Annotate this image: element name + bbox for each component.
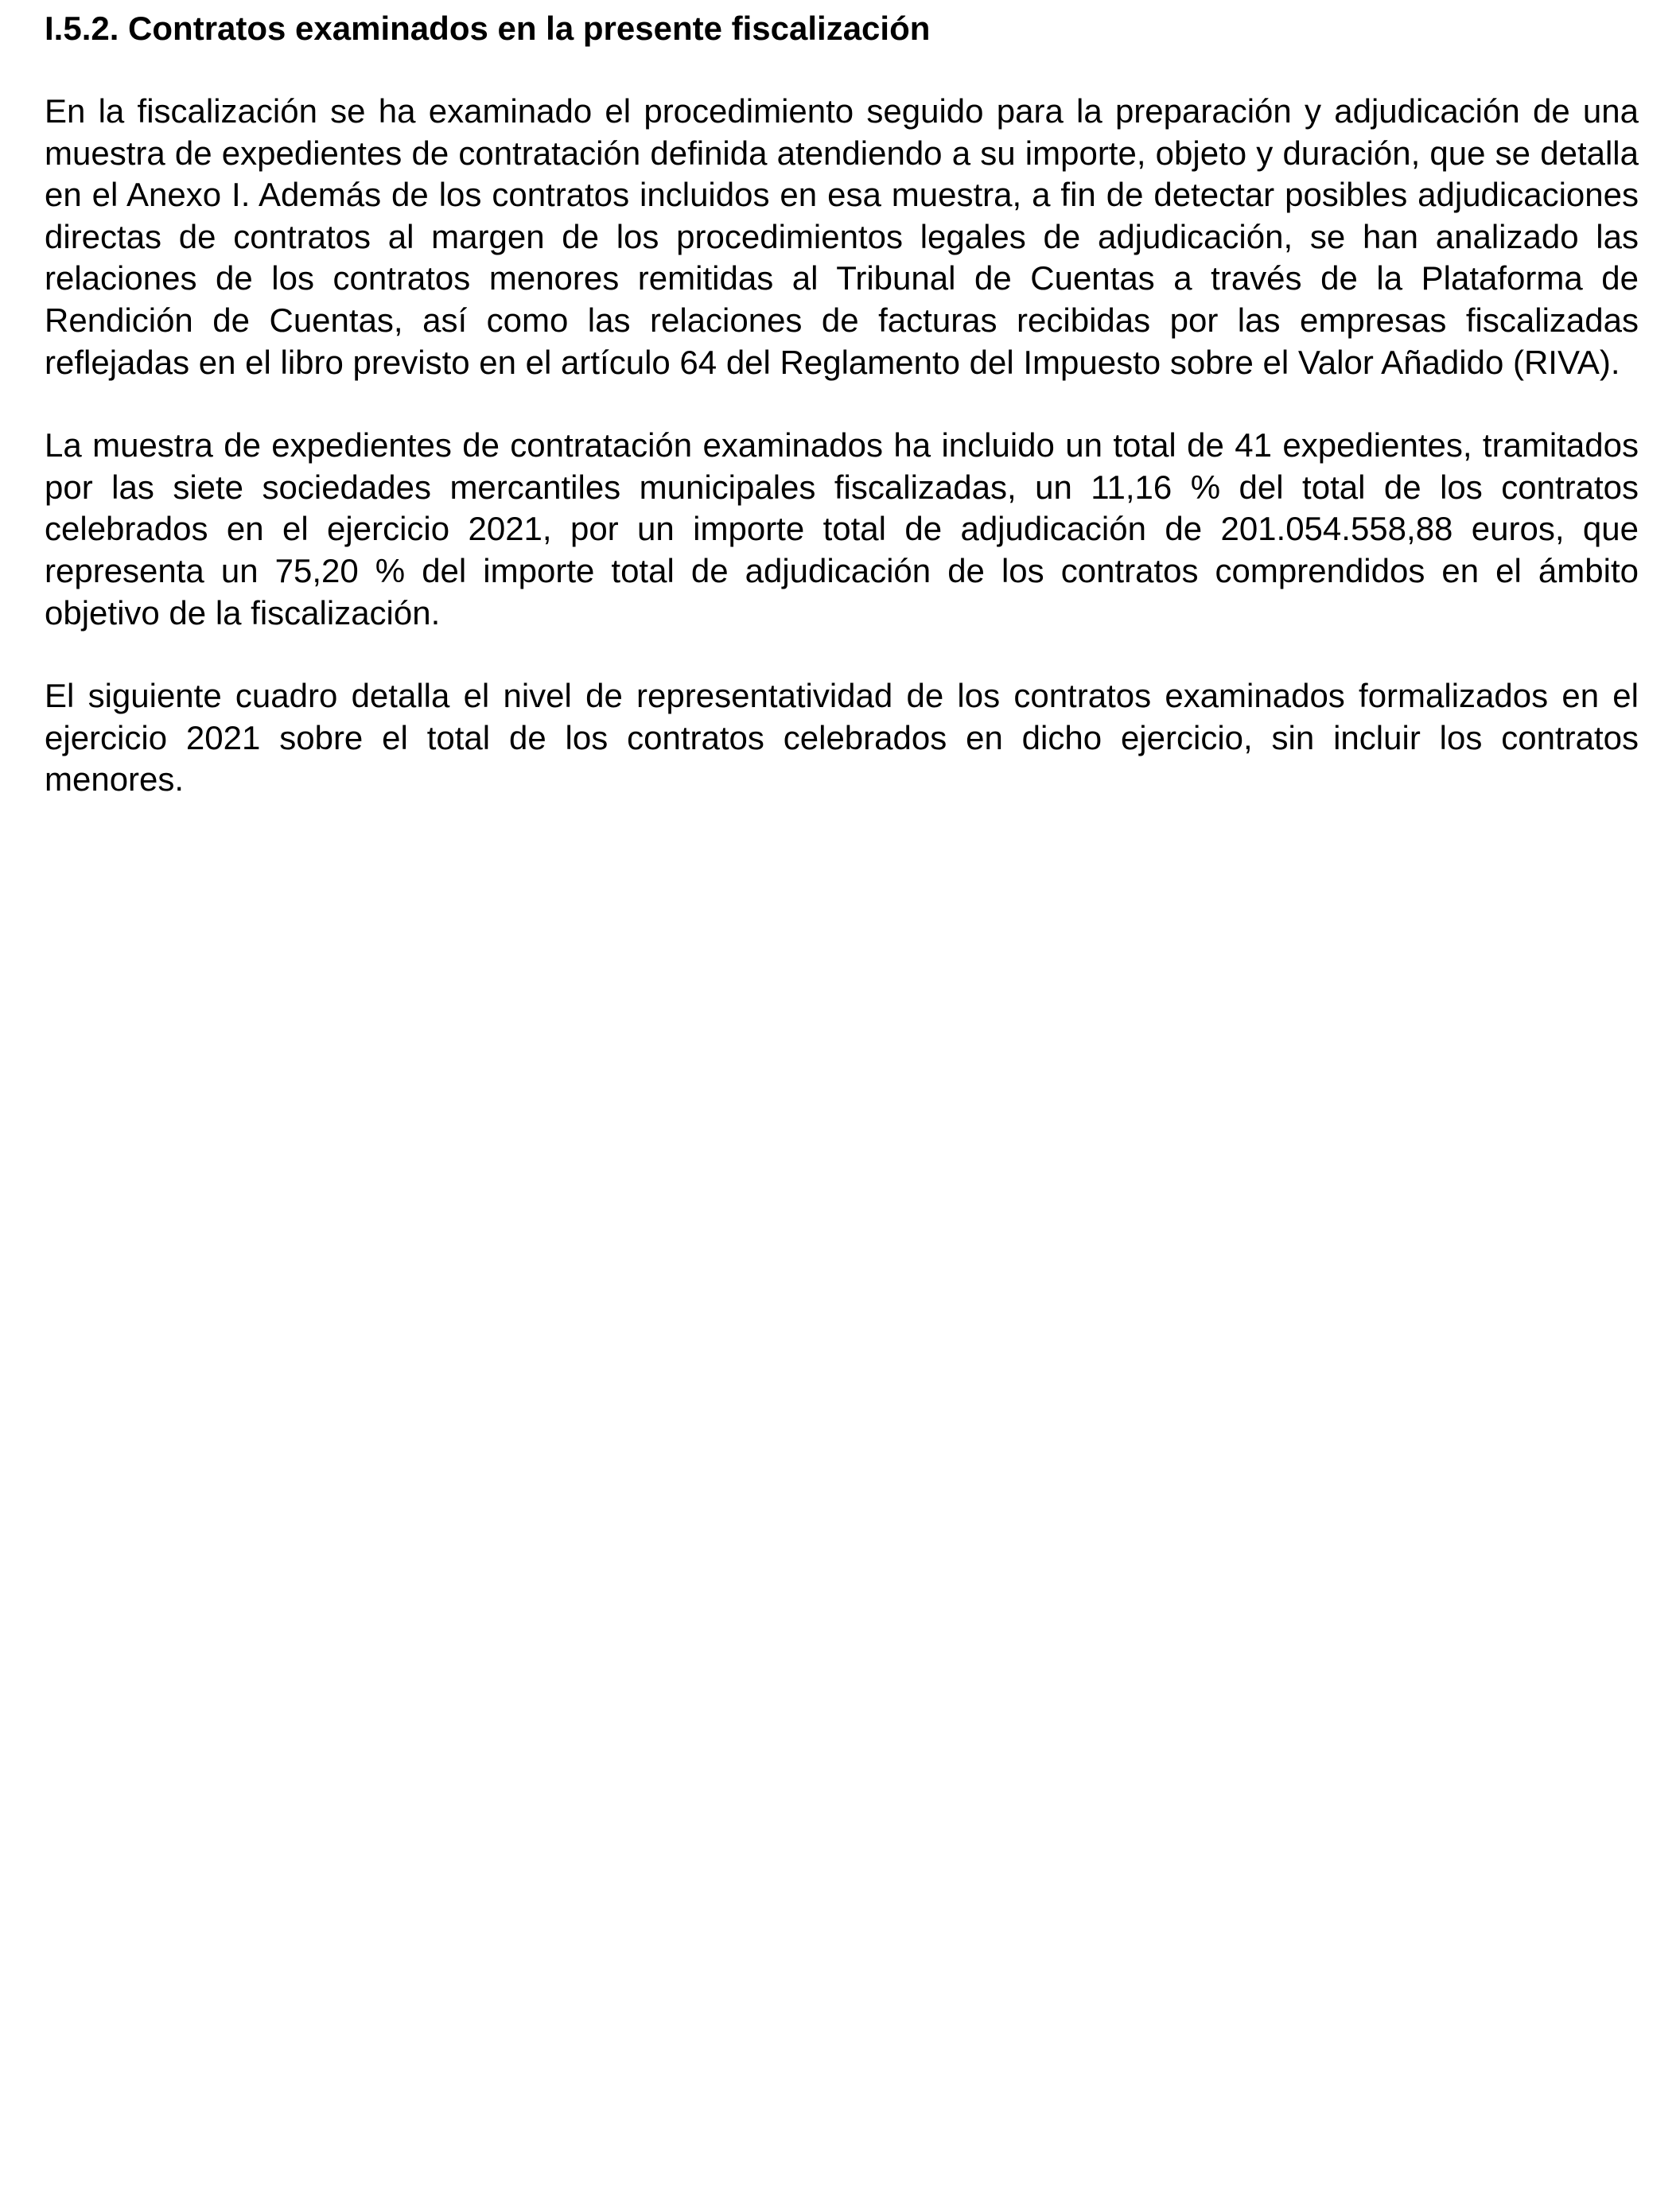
paragraph-methodology: En la fiscalización se ha examinado el procedimiento seguido para la preparación y adjudicación de una muestra de expedientes de contratación definida atendiendo a su importe, objeto y duración, que se detalla en el Anexo I. Además de los contratos incluidos en esa muestra, a fin de detectar posibles adjudicaciones directas de contratos al margen de los procedimientos legales de adjudicación, se han analizado las relaciones de los contratos menores remitidas al Tribunal de Cuentas a través de la Plataforma de Rendición de Cuentas, así como las relaciones de facturas recibidas por las empresas fiscalizadas reflejadas en el libro previsto en el artículo 64 del Reglamento del Impuesto sobre el Valor Añadido (RIVA). bbox=[45, 92, 1639, 381]
section-heading: I.5.2. Contratos examinados en la presente fiscalización bbox=[45, 10, 931, 47]
document-page bbox=[45, 8, 1639, 842]
paragraph-sample: La muestra de expedientes de contratación examinados ha incluido un total de 41 expedientes, tramitados por las siete sociedades mercantiles municipales fiscalizadas, un 11,16 % del total de los contratos celebrados en el ejercicio 2021, por un importe total de adjudicación de 201.054.558,88 euros, que representa un 75,20 % del importe total de adjudicación de los contratos comprendidos en el ámbito objetivo de la fiscalización. bbox=[45, 426, 1639, 632]
paragraph-table-intro: El siguiente cuadro detalla el nivel de representatividad de los contratos examinados formalizados en el ejercicio 2021 sobre el total de los contratos celebrados en dicho ejercicio, sin incluir los contratos menores. bbox=[45, 677, 1639, 799]
